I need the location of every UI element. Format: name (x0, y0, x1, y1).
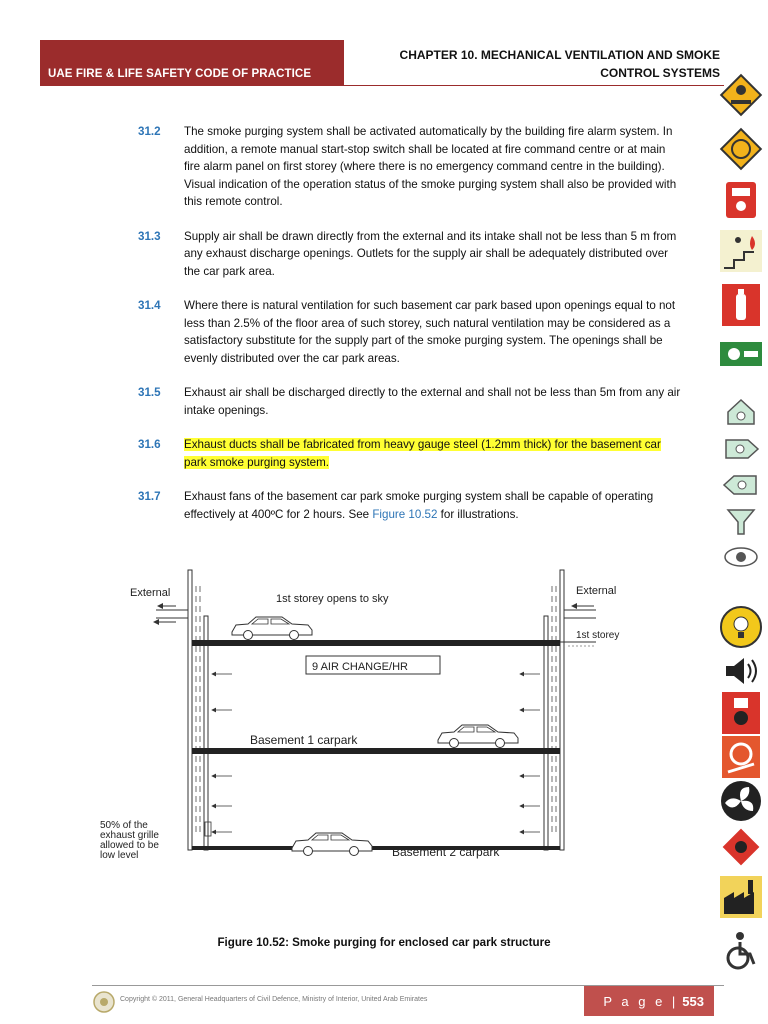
header-rule (344, 85, 724, 86)
clause-text: The smoke purging system shall be activated automatically by the building fire alarm system. In addition, a remote manual start-stop switch shall be located at fire command centre or at main fire alarm panel on first storey (where there is no emergency command centre in the building). Visual indication of the operation status of the smoke purging system shall also be provided with this remote control. (184, 125, 677, 208)
clause-number: 31.6 (138, 438, 161, 451)
slab-ground (192, 640, 560, 646)
safety-icon-sidebar (714, 68, 768, 988)
factory-icon (718, 874, 764, 920)
basement2-label: Basement 2 carpark (392, 845, 500, 859)
clause-31-6 (138, 436, 683, 471)
clause-text: Exhaust fans of the basement car park smoke purging system shall be capable of operating effectively at 400ºC for 2 hours. See (184, 490, 654, 521)
speaker-icon (718, 648, 764, 694)
alarm-call-point-icon (718, 690, 764, 736)
bulb-icon (718, 604, 764, 650)
exit-sign-icon (718, 332, 764, 378)
wheelchair-icon (718, 928, 764, 974)
header-band (40, 40, 344, 86)
clause-number: 31.5 (138, 386, 161, 399)
chapter-line-2: CONTROL SYSTEMS (600, 66, 720, 80)
clause-number: 31.7 (138, 490, 161, 503)
clause-text: Exhaust air shall be discharged directly to the external and shall not be less than 5m from any air intake openings. (184, 386, 681, 417)
right-outer-wall (560, 570, 564, 850)
clause-text: Supply air shall be drawn directly from the external and its intake shall not be less than 5 m from any exhaust discharge openings. Outlets for the supply air shall be adequately distributed over the car park area. (184, 229, 677, 278)
chapter-title (400, 46, 720, 82)
car-ground (232, 617, 312, 640)
highlighted-clause-text: Exhaust ducts shall be fabricated from heavy gauge steel (1.2mm thick) for the basement car park smoke purging system. (184, 438, 661, 469)
civil-defence-logo (92, 990, 116, 1014)
right-inner-wall (544, 616, 548, 850)
no-entry-tools-icon (718, 126, 764, 172)
car-basement2 (292, 833, 372, 856)
air-change-label: 9 AIR CHANGE/HR (312, 661, 408, 673)
open-to-sky-label: 1st storey opens to sky (276, 593, 389, 605)
slab-basement2 (192, 846, 560, 850)
basement1-label: Basement 1 carpark (250, 733, 358, 747)
clause-text-end: for illustrations. (437, 507, 519, 521)
external-right-label: External (576, 585, 617, 597)
clause-number: 31.3 (138, 229, 161, 243)
clause-31-3 (138, 228, 683, 281)
slab-basement1 (192, 748, 560, 754)
fire-extinguisher-icon (718, 282, 764, 328)
clause-text: Where there is natural ventilation for such basement car park based upon openings equal to not less than 2.5% of the floor area of such storey, such natural ventilation may be considered as a satisfactory substitute for the supply part of the smoke purging system. The openings shall be evenly distributed over the car park areas. (184, 299, 676, 365)
figure-link[interactable]: Figure 10.52 (372, 507, 438, 521)
fire-truck-icon (718, 176, 764, 222)
fire-hose-icon (718, 734, 764, 780)
clause-number: 31.4 (138, 299, 161, 312)
clause-31-5 (138, 384, 683, 419)
chapter-line-1: CHAPTER 10. MECHANICAL VENTILATION AND SMOKE (399, 48, 720, 62)
grille-note: 50% of the exhaust grille allowed to be low level (100, 820, 159, 861)
left-inner-wall (204, 616, 208, 850)
smoke-purging-diagram (96, 566, 656, 866)
figure-caption: Figure 10.52: Smoke purging for enclosed car park structure (217, 936, 551, 949)
under-construction-icon (718, 72, 764, 118)
car-basement1 (438, 725, 518, 748)
copyright-text: Copyright © 2011, General Headquarters of Civil Defence, Ministry of Interior, United Arab Emirates (120, 996, 428, 1003)
clause-31-4 (138, 297, 683, 367)
page-number-box (584, 986, 714, 1016)
page-number: 553 (682, 993, 704, 1009)
code-title: UAE FIRE & LIFE SAFETY CODE OF PRACTICE (48, 68, 312, 80)
eye-icon (718, 534, 764, 580)
clause-31-2 (138, 123, 683, 211)
clause-number: 31.2 (138, 125, 161, 138)
fire-escape-icon (718, 228, 764, 274)
external-left-label: External (130, 587, 171, 599)
first-storey-label: 1st storey (576, 630, 620, 641)
clause-31-7 (138, 488, 683, 523)
fan-icon (718, 778, 764, 824)
hazard-diamond-icon (718, 824, 764, 870)
left-outer-wall (188, 570, 192, 850)
clause-list (138, 123, 683, 523)
page-label: P a g e | (603, 993, 679, 1009)
